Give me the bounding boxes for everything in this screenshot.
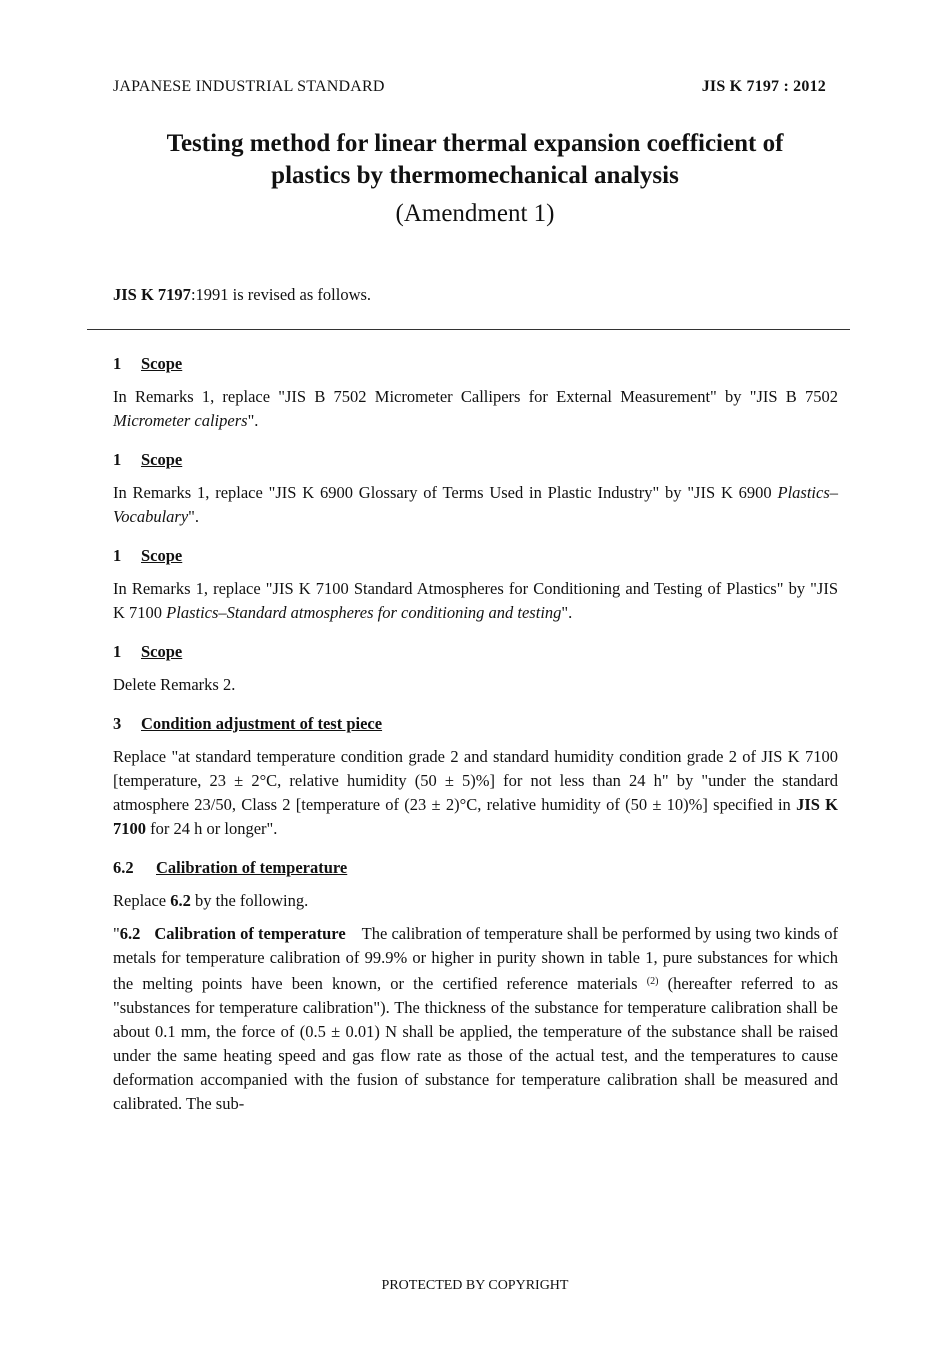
footnote-ref: (2) (646, 976, 659, 987)
intro-statement (113, 285, 371, 305)
section-paragraph: Delete Remarks 2. (113, 675, 236, 694)
paragraph-text-end: by the following. (190, 891, 309, 910)
document-title (60, 128, 890, 192)
section-paragraph (113, 481, 838, 529)
paragraph-text-end: ". (561, 603, 573, 622)
paragraph-text-end: for 24 h or longer". (146, 819, 278, 838)
divider (87, 329, 850, 330)
header-standard-name: JAPANESE INDUSTRIAL STANDARD (113, 78, 385, 95)
replacement-paragraph (113, 922, 838, 1116)
section-paragraph (113, 385, 838, 433)
header-standard-number: JIS K 7197 : 2012 (701, 78, 826, 95)
section-title: Scope (141, 642, 183, 661)
copyright-footer: PROTECTED BY COPYRIGHT (381, 1278, 569, 1293)
amendment-label: (Amendment 1) (395, 200, 555, 227)
intro-rest: :1991 is revised as follows. (190, 285, 372, 304)
amendment-body (113, 352, 838, 1116)
section-number: 1 (113, 354, 122, 373)
paragraph-text: In Remarks 1, replace "JIS K 6900 Glossary of Terms Used in Plastic Industry" by "JIS K 6900 (113, 483, 778, 502)
section-heading (113, 544, 838, 568)
paragraph-text: In Remarks 1, replace "JIS K 7100 Standard Atmospheres for Conditioning and Testing of Plastics" by "JIS K 7100 (113, 579, 838, 622)
quote-open: " (113, 924, 120, 943)
section-title: Scope (141, 546, 183, 565)
intro-ref: JIS K 7197 (113, 285, 191, 304)
section-paragraph (113, 889, 838, 913)
section-heading (113, 352, 838, 376)
paragraph-italic: Plastics–Vocabulary (113, 483, 838, 526)
paragraph-text-end: ". (247, 411, 259, 430)
paragraph-bold-ref: 6.2 (170, 891, 191, 910)
paragraph-italic: Micrometer calipers (113, 411, 248, 430)
title-line-2: plastics by thermomechanical analysis (271, 162, 679, 189)
section-number: 1 (113, 450, 122, 469)
section-number: 6.2 (113, 858, 134, 877)
section-title: Scope (141, 354, 183, 373)
replacement-text-end: (hereafter referred to as "substances for temperature calibration"). The thickness of the substance for temperature calibration shall be about 0.1 mm, the force of (0.5 ± 0.01) N shall be applied, the temperature of the substance shall be raised under the same heating speed and gas flow rate as those of the actual test, and the temperatures to cause deformation accompanied with the fusion of substance for temperature calibration shall be measured and calibrated. The sub- (113, 974, 838, 1113)
section-number: 1 (113, 642, 122, 661)
paragraph-bold-ref: JIS K 7100 (113, 795, 838, 838)
replacement-number: 6.2 (119, 924, 141, 943)
paragraph-text: Replace (113, 891, 171, 910)
section-number: 3 (113, 714, 122, 733)
section-title: Calibration of temperature (156, 858, 348, 877)
paragraph-text-end: ". (188, 507, 200, 526)
section-number: 1 (113, 546, 122, 565)
section-heading (113, 448, 838, 472)
section-title: Condition adjustment of test piece (141, 714, 383, 733)
paragraph-text: In Remarks 1, replace "JIS B 7502 Micrometer Callipers for External Measurement" by "JIS B 7502 (113, 387, 838, 406)
section-paragraph (113, 577, 838, 625)
paragraph-text: Replace "at standard temperature condition grade 2 and standard humidity condition grade 2 of JIS K 7100 [temperature, 23 ± 2°C, relative humidity (50 ± 5)%] for not less than 24 h" by "under the standard atmosphere 23/50, Class 2 [temperature of (23 ± 2)°C, relative humidity of (50 ± 10)%] specified in (113, 747, 838, 814)
title-line-1: Testing method for linear thermal expansion coefficient of (166, 130, 784, 157)
section-title: Scope (141, 450, 183, 469)
section-heading (113, 640, 838, 664)
replacement-heading: Calibration of temperature (154, 924, 346, 943)
section-heading (113, 712, 838, 736)
paragraph-italic: Plastics–Standard atmospheres for conditioning and testing (166, 603, 562, 622)
section-paragraph (113, 745, 838, 841)
replacement-text: The calibration of temperature shall be performed by using two kinds of metals for temperature calibration of 99.9% or higher in purity shown in table 1, pure substances for which the melting points have been known, or the certified reference materials (113, 924, 838, 993)
section-heading (113, 856, 838, 880)
